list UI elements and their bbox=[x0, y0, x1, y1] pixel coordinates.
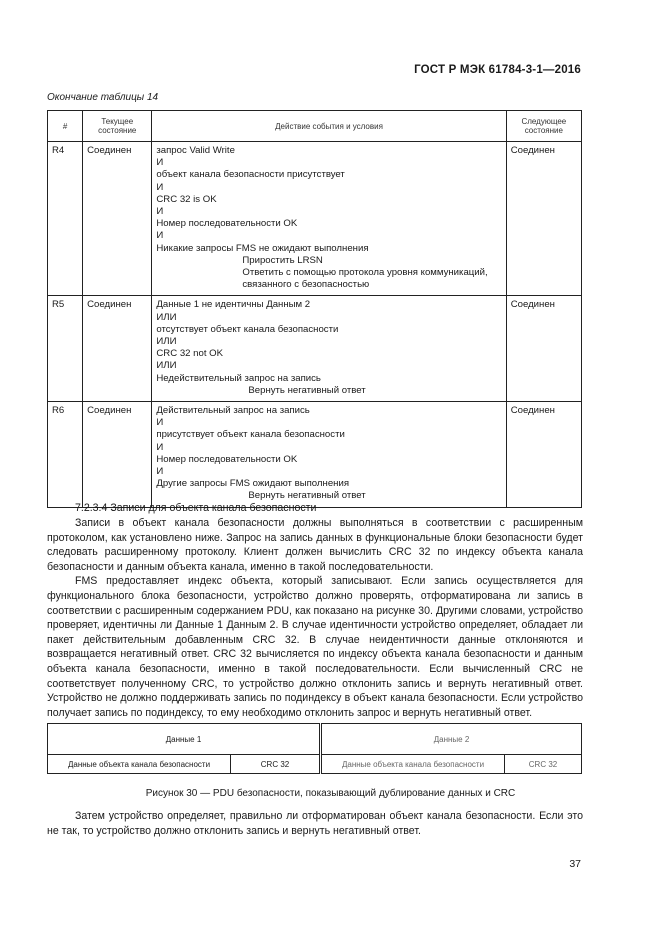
table-continuation-caption: Окончание таблицы 14 bbox=[47, 92, 159, 103]
action-line: И bbox=[156, 417, 164, 429]
closing-text bbox=[47, 809, 583, 838]
action-line: Номер последовательности OK bbox=[156, 218, 298, 230]
paragraph: FMS предоставляет индекс объекта, который записывают. Если запись осуществляется для функционального блока безопасности, устройство должно проверять, отформатирована ли запись в соответствии с расширенным содержанием PDU, как показано на рисунке 30. Другими словами, устройство проверяет, идентичны ли Данные 1 Данным 2. В случае идентичности устройство определяет, обладает ли пакет действительным добавленным CRC 32. В случае неидентичности данные отклоняются и возвращается негативный ответ. CRC 32 вычисляется по индексу объекта канала безопасности и данным объекта канала безопасности, именно в такой последовательности. Если вычисленный CRC не соответствует полученному CRC, то устройство должно отклонить запись и вернуть негативный ответ. Устройство не должно поддерживать запись по подиндексу в объект канала безопасности. Если устройство получает запись по подиндексу, то ему необходимо отклонить запрос и вернуть негативный ответ. bbox=[47, 575, 583, 719]
action-line: Действительный запрос на запись bbox=[156, 405, 310, 417]
action-line: ИЛИ bbox=[156, 336, 177, 348]
action-line: CRC 32 not OK bbox=[156, 348, 224, 360]
row-current-state: Соединен bbox=[83, 296, 152, 402]
pdu-crc-1: CRC 32 bbox=[231, 755, 321, 774]
action-line: ИЛИ bbox=[156, 311, 177, 323]
row-next-state: Соединен bbox=[506, 142, 581, 296]
paragraph: Затем устройство определяет, правильно ли отформатирован объект канала безопасности. Если это не так, то устройство должно отклонить запись и вернуть негативный ответ. bbox=[47, 810, 583, 837]
action-line: отсутствует объект канала безопасности bbox=[156, 323, 339, 335]
row-next-state: Соединен bbox=[506, 402, 581, 508]
pdu-figure bbox=[47, 723, 582, 774]
standard-designation: ГОСТ Р МЭК 61784-3-1—2016 bbox=[414, 64, 581, 76]
action-line: Вернуть негативный ответ bbox=[248, 490, 366, 502]
pdu-object-data-1: Данные объекта канала безопасности bbox=[48, 755, 231, 774]
action-line: И bbox=[156, 230, 164, 242]
section-heading: 7.2.3.4 Записи для объекта канала безопасности bbox=[75, 502, 317, 514]
action-line: присутствует объект канала безопасности bbox=[156, 429, 345, 441]
action-line: Приростить LRSN bbox=[242, 254, 323, 266]
row-current-state: Соединен bbox=[83, 402, 152, 508]
pdu-data2-cell: Данные 2 bbox=[321, 724, 582, 755]
action-line: И bbox=[156, 206, 164, 218]
row-number: R6 bbox=[48, 402, 83, 508]
action-line: связанного с безопасностью bbox=[242, 279, 370, 291]
row-action bbox=[152, 296, 506, 402]
header-num: # bbox=[48, 111, 83, 142]
action-line: CRC 32 is OK bbox=[156, 193, 217, 205]
action-line: Никакие запросы FMS не ожидают выполнения bbox=[156, 242, 369, 254]
paragraph: Записи в объект канала безопасности должны выполняться в соответствии с расширенным протоколом, как установлено ниже. Запрос на запись данных в функциональные блоки безопасности будет следовать расширенному протоколу. Клиент должен вычислить CRC 32 по индексу объекта канала безопасности и данным объекта канала, именно в такой последовательности. bbox=[47, 517, 583, 573]
table-row bbox=[48, 402, 582, 508]
pdu-object-data-2: Данные объекта канала безопасности bbox=[321, 755, 505, 774]
header-current-state: Текущее состояние bbox=[83, 111, 152, 142]
header-action: Действие события и условия bbox=[152, 111, 506, 142]
action-line: Вернуть негативный ответ bbox=[248, 384, 366, 396]
pdu-crc-2: CRC 32 bbox=[505, 755, 582, 774]
state-transition-table bbox=[47, 110, 582, 508]
action-line: Данные 1 не идентичны Данным 2 bbox=[156, 299, 311, 311]
action-line: объект канала безопасности присутствует bbox=[156, 169, 345, 181]
row-current-state: Соединен bbox=[83, 142, 152, 296]
action-line: Другие запросы FMS ожидают выполнения bbox=[156, 478, 350, 490]
action-line: Недействительный запрос на запись bbox=[156, 372, 321, 384]
action-line: И bbox=[156, 441, 164, 453]
action-line: Ответить с помощью протокола уровня коммуникаций, bbox=[242, 267, 488, 279]
row-action bbox=[152, 402, 506, 508]
pdu-data1-cell: Данные 1 bbox=[48, 724, 321, 755]
action-line: И bbox=[156, 157, 164, 169]
action-line: И bbox=[156, 181, 164, 193]
row-number: R5 bbox=[48, 296, 83, 402]
row-action bbox=[152, 142, 506, 296]
figure-caption: Рисунок 30 — PDU безопасности, показывающий дублирование данных и CRC bbox=[145, 788, 516, 799]
page-number: 37 bbox=[569, 858, 581, 870]
action-line: запрос Valid Write bbox=[156, 145, 235, 156]
action-line: И bbox=[156, 466, 164, 478]
header-next-state: Следующее состояние bbox=[506, 111, 581, 142]
action-line: ИЛИ bbox=[156, 360, 177, 372]
section-body bbox=[47, 516, 583, 720]
table-row bbox=[48, 142, 582, 296]
action-line: Номер последовательности OK bbox=[156, 453, 298, 465]
row-next-state: Соединен bbox=[506, 296, 581, 402]
table-header-row bbox=[48, 111, 582, 142]
row-number: R4 bbox=[48, 142, 83, 296]
table-row bbox=[48, 296, 582, 402]
